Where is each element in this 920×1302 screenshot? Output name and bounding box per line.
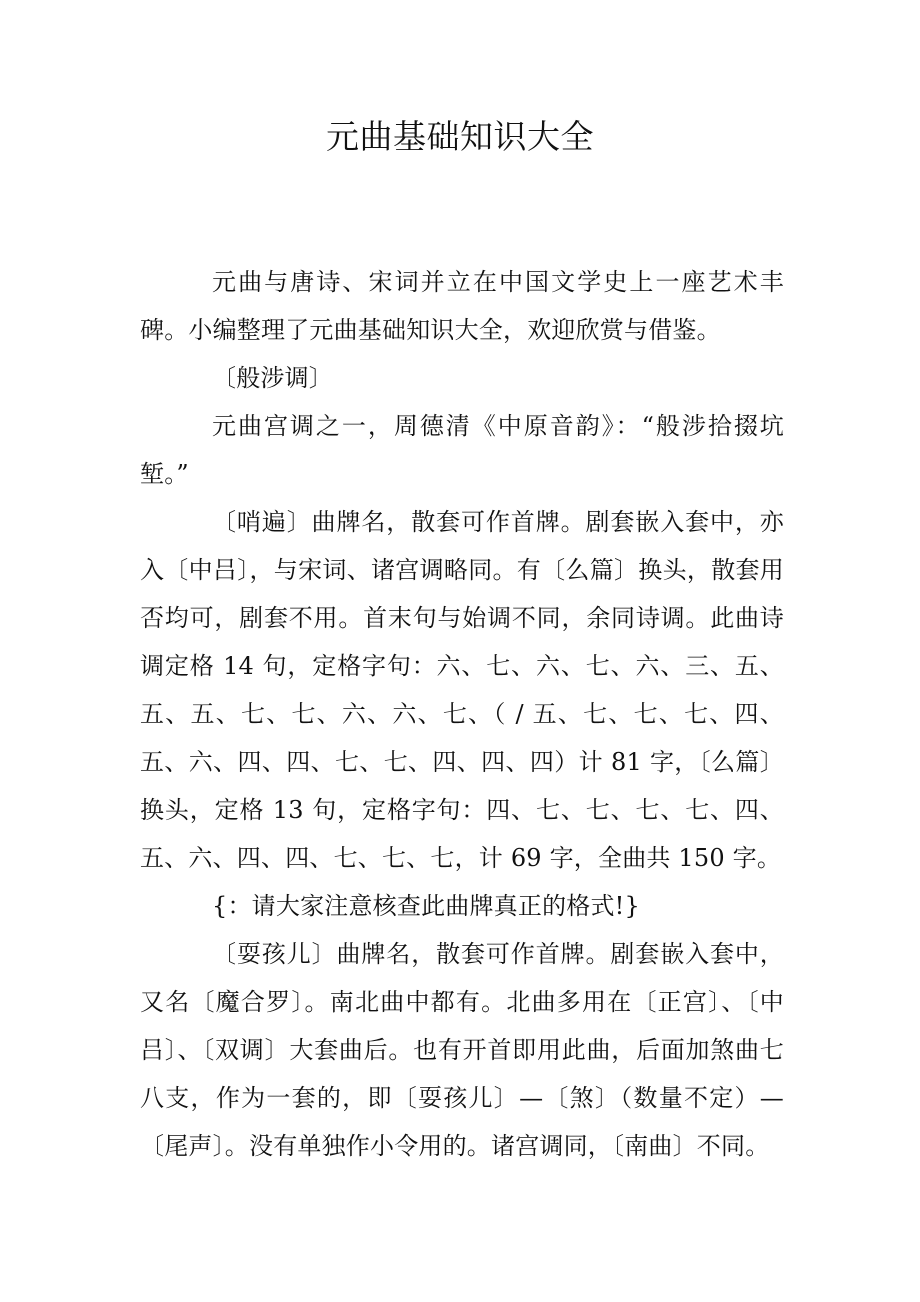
document-body [140, 258, 784, 1170]
paragraph-shuahaier: 〔耍孩儿〕曲牌名，散套可作首牌。剧套嵌入套中，又名〔魔合罗〕。南北曲中都有。北曲多用在〔正宫〕、〔中吕〕、〔双调〕大套曲后。也有开首即用此曲，后面加煞曲七八支，作为一套的，即〔耍孩儿〕—〔煞〕（数量不定）—〔尾声〕。没有单独作小令用的。诸宫调同，〔南曲〕不同。 [140, 940, 784, 1160]
paragraph-heading-banshe: 〔般涉调〕 [212, 364, 333, 392]
paragraph-intro: 元曲与唐诗、宋词并立在中国文学史上一座艺术丰碑。小编整理了元曲基础知识大全，欢迎欣赏与借鉴。 [140, 268, 784, 344]
paragraph-note: {：请大家注意核查此曲牌真正的格式!} [212, 892, 640, 920]
document-title: 元曲基础知识大全 [326, 117, 594, 156]
paragraph-banshe-definition: 元曲宫调之一，周德清《中原音韵》：“般涉拾掇坑堑。” [140, 412, 784, 488]
paragraph-shaobian: 〔哨遍〕曲牌名，散套可作首牌。剧套嵌入套中，亦入〔中吕〕，与宋词、诸宫调略同。有〔么篇〕换头，散套用否均可，剧套不用。首末句与始调不同，余同诗调。此曲诗调定格 14 句，定格字句：六、七、六、七、六、三、五、五、五、七、七、六、六、七、（ / 五、七、七、七、四、五、六、四、四、七、七、四、四、四）计 81 字，〔么篇〕换头，定格 13 句，定格字句：四、七、七、七、七、四、五、六、四、四、七、七、七，计 69 字，全曲共 150 字。 [140, 508, 784, 872]
